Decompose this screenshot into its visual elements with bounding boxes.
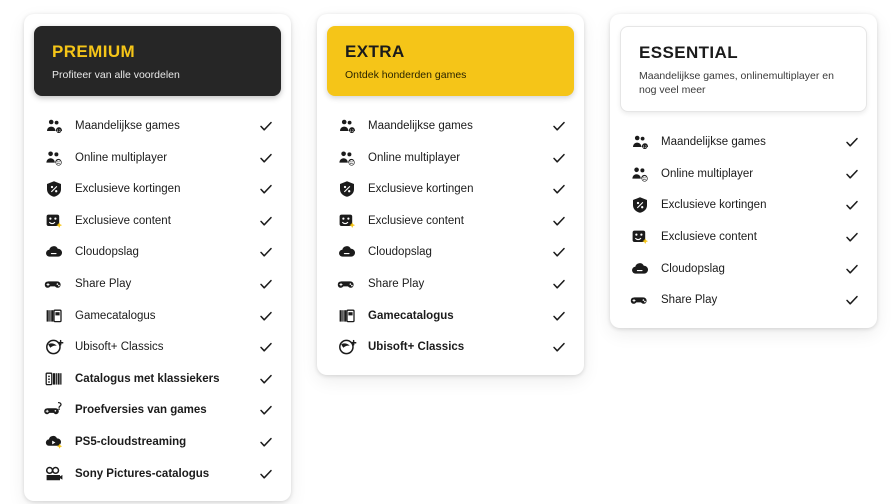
cloud-storage-icon bbox=[630, 259, 650, 279]
monthly-games-icon bbox=[630, 132, 650, 152]
feature-row bbox=[24, 363, 291, 395]
feature-row bbox=[24, 205, 291, 237]
check-icon bbox=[845, 135, 859, 149]
check-icon bbox=[552, 277, 566, 291]
game-catalog-icon bbox=[337, 306, 357, 326]
feature-list-premium bbox=[24, 100, 291, 501]
game-catalog-icon bbox=[44, 306, 64, 326]
feature-row bbox=[24, 268, 291, 300]
plan-subtitle: Maandelijkse games, onlinemultiplayer en nog veel meer bbox=[639, 70, 834, 97]
feature-row bbox=[24, 395, 291, 427]
check-icon bbox=[259, 182, 273, 196]
feature-label: Exclusieve content bbox=[368, 214, 464, 227]
online-multiplayer-icon bbox=[630, 164, 650, 184]
online-multiplayer-icon bbox=[44, 148, 64, 168]
check-icon bbox=[845, 293, 859, 307]
feature-label: Exclusieve kortingen bbox=[661, 199, 767, 212]
game-trials-icon bbox=[44, 400, 64, 420]
feature-label: Online multiplayer bbox=[368, 151, 461, 164]
check-icon bbox=[552, 151, 566, 165]
exclusive-discounts-icon bbox=[630, 195, 650, 215]
feature-label: Cloudopslag bbox=[368, 246, 432, 259]
plan-header-essential bbox=[620, 26, 867, 112]
check-icon bbox=[259, 403, 273, 417]
monthly-games-icon bbox=[44, 116, 64, 136]
check-icon bbox=[552, 182, 566, 196]
plan-subtitle: Ontdek honderden games bbox=[345, 69, 467, 81]
feature-label: Maandelijkse games bbox=[75, 119, 180, 132]
svg-text:12: 12 bbox=[56, 128, 61, 133]
check-icon bbox=[259, 119, 273, 133]
feature-row bbox=[610, 284, 877, 316]
share-play-icon bbox=[630, 290, 650, 310]
feature-row bbox=[317, 268, 584, 300]
feature-label: Proefversies van games bbox=[75, 404, 207, 417]
cloud-storage-icon bbox=[337, 242, 357, 262]
online-multiplayer-icon bbox=[337, 148, 357, 168]
feature-label: Sony Pictures-catalogus bbox=[75, 467, 210, 480]
feature-row bbox=[610, 126, 877, 158]
check-icon bbox=[552, 119, 566, 133]
feature-row bbox=[610, 253, 877, 285]
feature-row bbox=[24, 110, 291, 142]
feature-label: Exclusieve content bbox=[661, 230, 757, 243]
exclusive-discounts-icon bbox=[337, 179, 357, 199]
check-icon bbox=[845, 167, 859, 181]
feature-row bbox=[610, 221, 877, 253]
feature-list-essential bbox=[610, 116, 877, 328]
svg-text:12: 12 bbox=[349, 128, 354, 133]
plan-subtitle: Profiteer van alle voordelen bbox=[52, 69, 180, 81]
feature-row bbox=[24, 426, 291, 458]
feature-label: Catalogus met klassiekers bbox=[75, 372, 220, 385]
feature-row bbox=[24, 300, 291, 332]
plan-card-essential[interactable] bbox=[610, 14, 877, 328]
ubisoft-classics-icon bbox=[44, 337, 64, 357]
feature-row bbox=[317, 300, 584, 332]
plan-header-extra bbox=[327, 26, 574, 96]
feature-label: Exclusieve kortingen bbox=[368, 183, 474, 196]
share-play-icon bbox=[44, 274, 64, 294]
check-icon bbox=[552, 340, 566, 354]
check-icon bbox=[845, 262, 859, 276]
feature-row bbox=[24, 173, 291, 205]
feature-row bbox=[317, 331, 584, 363]
feature-list-extra bbox=[317, 100, 584, 375]
feature-label: PS5-cloudstreaming bbox=[75, 435, 187, 448]
classics-catalog-icon bbox=[44, 369, 64, 389]
feature-row bbox=[317, 173, 584, 205]
exclusive-discounts-icon bbox=[44, 179, 64, 199]
feature-label: Ubisoft+ Classics bbox=[368, 341, 465, 354]
feature-row bbox=[24, 458, 291, 490]
feature-label: Online multiplayer bbox=[75, 151, 168, 164]
feature-row bbox=[24, 142, 291, 174]
sony-pictures-icon bbox=[44, 464, 64, 484]
check-icon bbox=[259, 245, 273, 259]
feature-label: Cloudopslag bbox=[661, 262, 725, 275]
feature-label: Share Play bbox=[661, 294, 718, 307]
plan-title: EXTRA bbox=[345, 42, 405, 61]
check-icon bbox=[259, 340, 273, 354]
check-icon bbox=[845, 198, 859, 212]
cloud-storage-icon bbox=[44, 242, 64, 262]
exclusive-content-icon bbox=[630, 227, 650, 247]
feature-label: Share Play bbox=[368, 277, 425, 290]
plan-title: PREMIUM bbox=[52, 42, 136, 61]
check-icon bbox=[552, 245, 566, 259]
check-icon bbox=[259, 467, 273, 481]
feature-label: Gamecatalogus bbox=[368, 309, 454, 322]
feature-row bbox=[317, 142, 584, 174]
check-icon bbox=[259, 372, 273, 386]
check-icon bbox=[259, 435, 273, 449]
exclusive-content-icon bbox=[337, 211, 357, 231]
feature-row bbox=[24, 331, 291, 363]
check-icon bbox=[259, 277, 273, 291]
plan-header-premium bbox=[34, 26, 281, 96]
check-icon bbox=[845, 230, 859, 244]
feature-label: Cloudopslag bbox=[75, 246, 139, 259]
feature-row bbox=[610, 190, 877, 222]
feature-label: Exclusieve kortingen bbox=[75, 183, 181, 196]
feature-row bbox=[317, 237, 584, 269]
plan-card-extra[interactable] bbox=[317, 14, 584, 375]
check-icon bbox=[259, 214, 273, 228]
svg-text:12: 12 bbox=[642, 145, 647, 150]
feature-row bbox=[610, 158, 877, 190]
feature-label: Maandelijkse games bbox=[661, 136, 766, 149]
monthly-games-icon bbox=[337, 116, 357, 136]
plan-card-premium[interactable] bbox=[24, 14, 291, 501]
check-icon bbox=[259, 309, 273, 323]
share-play-icon bbox=[337, 274, 357, 294]
exclusive-content-icon bbox=[44, 211, 64, 231]
plan-title: ESSENTIAL bbox=[639, 43, 739, 62]
feature-label: Ubisoft+ Classics bbox=[75, 341, 164, 354]
feature-label: Exclusieve content bbox=[75, 214, 171, 227]
feature-label: Share Play bbox=[75, 277, 132, 290]
check-icon bbox=[552, 309, 566, 323]
feature-row bbox=[317, 110, 584, 142]
feature-label: Gamecatalogus bbox=[75, 309, 156, 322]
cloud-streaming-icon bbox=[44, 432, 64, 452]
check-icon bbox=[259, 151, 273, 165]
feature-row bbox=[317, 205, 584, 237]
feature-row bbox=[24, 237, 291, 269]
feature-label: Online multiplayer bbox=[661, 167, 754, 180]
ubisoft-classics-icon bbox=[337, 337, 357, 357]
check-icon bbox=[552, 214, 566, 228]
feature-label: Maandelijkse games bbox=[368, 119, 473, 132]
